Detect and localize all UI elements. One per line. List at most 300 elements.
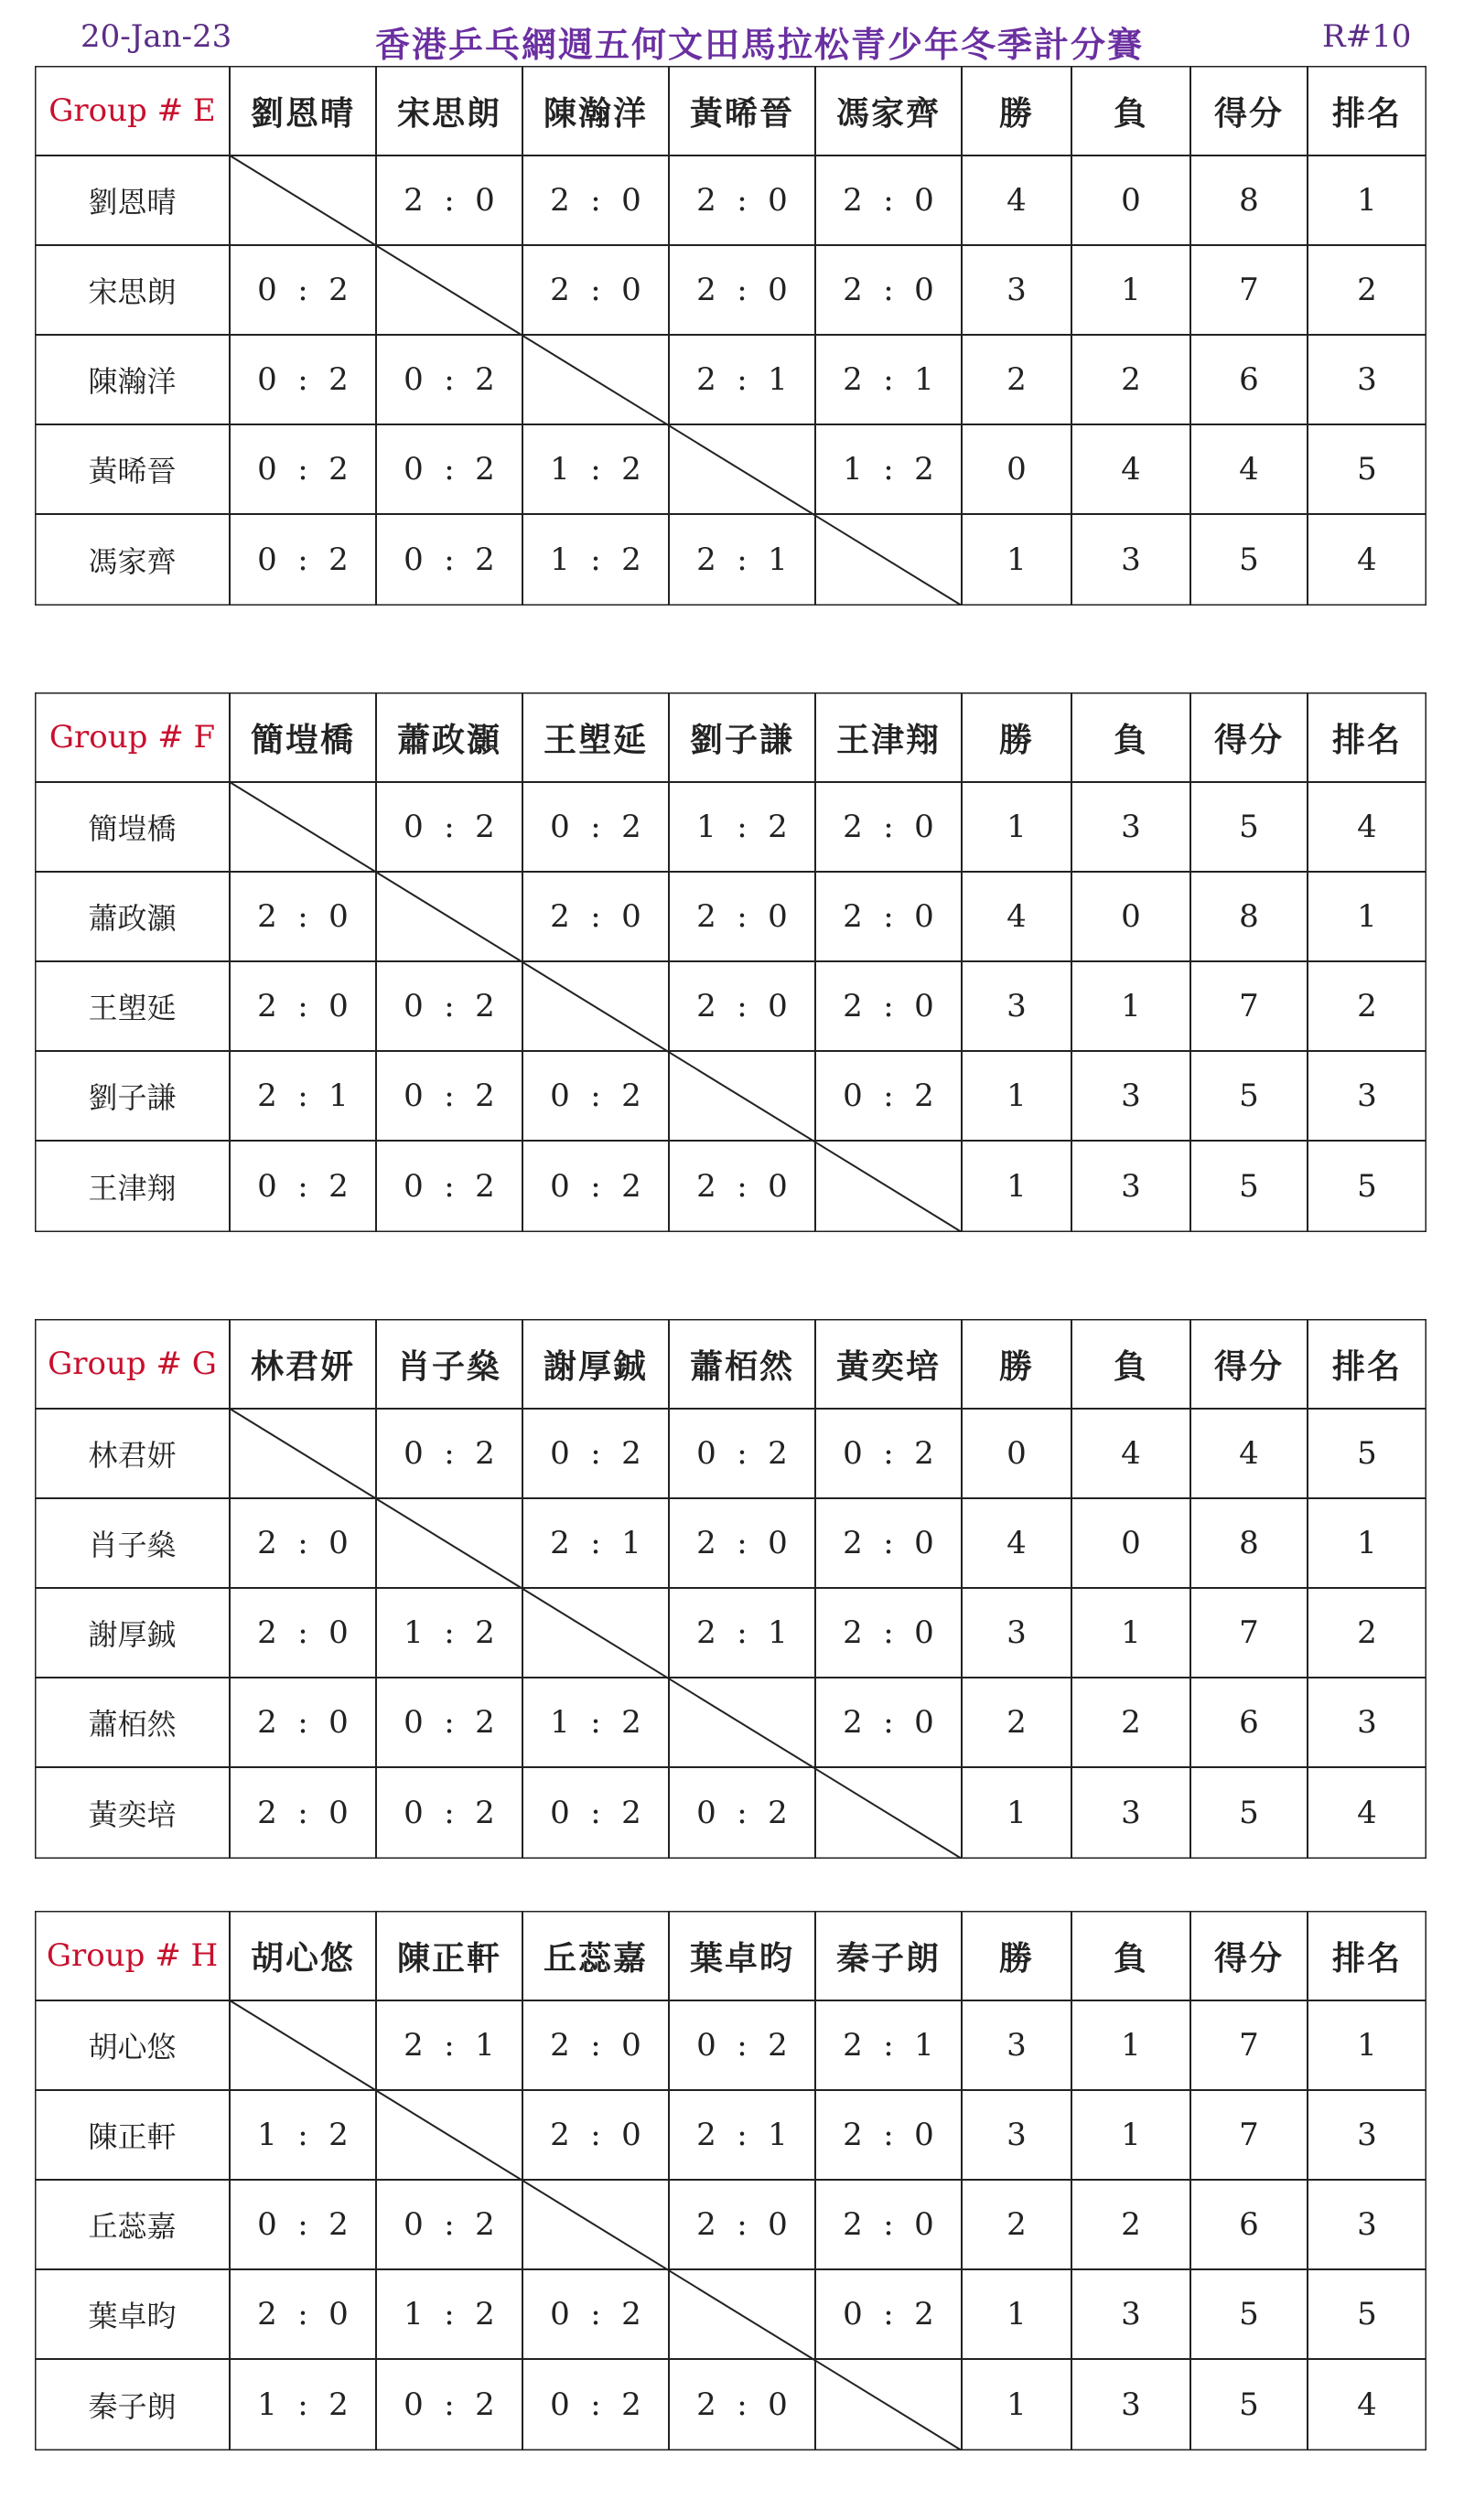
score-opponent: 2 bbox=[475, 1078, 495, 1114]
stat-value: 8 bbox=[1239, 1525, 1259, 1561]
score-opponent: 2 bbox=[328, 2206, 349, 2243]
column-player-name: 葉卓昀 bbox=[689, 1938, 794, 1978]
score-own: 2 bbox=[257, 2296, 277, 2332]
score-opponent: 0 bbox=[914, 988, 934, 1024]
match-score bbox=[522, 1678, 669, 1767]
score-own: 0 bbox=[550, 2386, 570, 2423]
match-score bbox=[815, 2269, 962, 2359]
score-separator: : bbox=[590, 542, 601, 578]
score-separator: : bbox=[444, 361, 455, 398]
score-opponent: 2 bbox=[621, 1795, 641, 1831]
score-separator: : bbox=[297, 1795, 308, 1831]
match-score bbox=[522, 2000, 669, 2090]
score-own: 0 bbox=[404, 1168, 424, 1205]
stat-value: 7 bbox=[1239, 2027, 1259, 2064]
score-separator: : bbox=[444, 182, 455, 219]
score-separator: : bbox=[737, 809, 748, 845]
row-player-name: 陳瀚洋 bbox=[88, 364, 177, 399]
score-own: 1 bbox=[404, 2296, 424, 2332]
stat-header: 排名 bbox=[1331, 1938, 1402, 1978]
score-own: 1 bbox=[550, 1704, 570, 1741]
score-opponent: 0 bbox=[328, 1525, 349, 1561]
score-separator: : bbox=[737, 182, 748, 219]
match-score bbox=[230, 245, 376, 335]
match-score bbox=[522, 872, 669, 961]
stat-header: 排名 bbox=[1331, 1346, 1402, 1386]
stat-header: 勝 bbox=[998, 93, 1034, 133]
score-opponent: 2 bbox=[914, 1435, 934, 1472]
match-score bbox=[376, 1141, 522, 1232]
stat-value: 4 bbox=[1357, 542, 1377, 578]
match-score bbox=[522, 245, 669, 335]
score-separator: : bbox=[590, 2117, 601, 2153]
match-score bbox=[230, 335, 376, 424]
score-separator: : bbox=[883, 2117, 894, 2153]
match-score bbox=[669, 1409, 815, 1498]
score-separator: : bbox=[590, 1525, 601, 1561]
score-separator: : bbox=[444, 542, 455, 578]
stat-value: 3 bbox=[1006, 272, 1027, 308]
row-player-name: 陳正軒 bbox=[88, 2119, 177, 2154]
score-opponent: 0 bbox=[914, 272, 934, 308]
score-own: 0 bbox=[257, 451, 277, 488]
score-opponent: 2 bbox=[768, 2027, 788, 2064]
column-player-name: 劉子謙 bbox=[689, 720, 794, 759]
score-opponent: 0 bbox=[914, 2117, 934, 2153]
group-label: Group # G bbox=[48, 1346, 217, 1382]
row-player-name: 葉卓昀 bbox=[88, 2299, 177, 2333]
score-separator: : bbox=[737, 1614, 748, 1651]
row-player-name: 肖子燊 bbox=[88, 1528, 177, 1562]
score-own: 1 bbox=[696, 809, 716, 845]
match-score bbox=[376, 424, 522, 514]
match-score bbox=[669, 245, 815, 335]
score-opponent: 2 bbox=[328, 2386, 349, 2423]
stat-value: 5 bbox=[1239, 2296, 1259, 2332]
group-label: Group # E bbox=[48, 92, 216, 129]
score-separator: : bbox=[297, 1614, 308, 1651]
row-player-name: 王塱延 bbox=[88, 991, 177, 1025]
match-score bbox=[230, 1678, 376, 1767]
stat-header: 得分 bbox=[1213, 1346, 1284, 1386]
score-own: 2 bbox=[696, 2386, 716, 2423]
column-player-name: 陳瀚洋 bbox=[543, 93, 648, 133]
match-score bbox=[815, 335, 962, 424]
score-opponent: 2 bbox=[475, 2386, 495, 2423]
score-opponent: 0 bbox=[768, 988, 788, 1024]
score-separator: : bbox=[297, 988, 308, 1024]
score-own: 2 bbox=[843, 272, 863, 308]
stat-value: 4 bbox=[1006, 898, 1027, 935]
stat-value: 2 bbox=[1357, 988, 1377, 1024]
stat-value: 1 bbox=[1357, 182, 1377, 219]
score-opponent: 1 bbox=[768, 2117, 788, 2153]
stat-value: 3 bbox=[1357, 361, 1377, 398]
score-separator: : bbox=[444, 1614, 455, 1651]
stat-value: 5 bbox=[1357, 1435, 1377, 1472]
match-score bbox=[815, 782, 962, 872]
score-separator: : bbox=[737, 1168, 748, 1205]
score-separator: : bbox=[737, 898, 748, 935]
score-own: 2 bbox=[696, 2206, 716, 2243]
match-score bbox=[230, 424, 376, 514]
score-separator: : bbox=[444, 2206, 455, 2243]
score-opponent: 1 bbox=[328, 1078, 349, 1114]
stat-value: 8 bbox=[1239, 182, 1259, 219]
score-own: 2 bbox=[257, 988, 277, 1024]
score-opponent: 0 bbox=[768, 272, 788, 308]
score-opponent: 2 bbox=[621, 2386, 641, 2423]
match-score bbox=[522, 1051, 669, 1141]
row-player-name: 胡心悠 bbox=[88, 2030, 177, 2064]
score-own: 0 bbox=[550, 1795, 570, 1831]
score-separator: : bbox=[883, 809, 894, 845]
stat-value: 2 bbox=[1121, 2206, 1141, 2243]
score-opponent: 0 bbox=[475, 182, 495, 219]
score-separator: : bbox=[590, 2386, 601, 2423]
score-own: 0 bbox=[257, 361, 277, 398]
score-opponent: 0 bbox=[328, 2296, 349, 2332]
score-own: 0 bbox=[257, 542, 277, 578]
stat-value: 8 bbox=[1239, 898, 1259, 935]
score-own: 2 bbox=[257, 1525, 277, 1561]
row-player-name: 劉恩晴 bbox=[88, 185, 177, 220]
match-score bbox=[522, 1498, 669, 1588]
score-opponent: 0 bbox=[768, 898, 788, 935]
score-opponent: 0 bbox=[328, 1614, 349, 1651]
score-opponent: 2 bbox=[328, 272, 349, 308]
row-player-name: 林君妍 bbox=[88, 1438, 177, 1473]
score-own: 0 bbox=[696, 1795, 716, 1831]
stat-value: 6 bbox=[1239, 361, 1259, 398]
score-separator: : bbox=[590, 1078, 601, 1114]
group-h-table bbox=[35, 1911, 1426, 2450]
stat-header: 得分 bbox=[1213, 1938, 1284, 1978]
score-opponent: 2 bbox=[621, 1435, 641, 1472]
row-player-name: 黃奕培 bbox=[88, 1797, 177, 1832]
stat-value: 1 bbox=[1121, 988, 1141, 1024]
column-player-name: 林君妍 bbox=[250, 1346, 355, 1386]
match-score bbox=[522, 514, 669, 606]
column-player-name: 簡塏橋 bbox=[250, 720, 355, 759]
score-separator: : bbox=[883, 2027, 894, 2064]
stat-value: 1 bbox=[1006, 2386, 1027, 2423]
match-score bbox=[376, 2359, 522, 2450]
column-player-name: 王塱延 bbox=[543, 720, 648, 759]
score-separator: : bbox=[883, 1525, 894, 1561]
group-e-table bbox=[35, 66, 1426, 606]
score-own: 2 bbox=[843, 988, 863, 1024]
score-separator: : bbox=[590, 1704, 601, 1741]
score-separator: : bbox=[590, 809, 601, 845]
match-score bbox=[815, 1498, 962, 1588]
score-own: 0 bbox=[404, 988, 424, 1024]
match-score bbox=[815, 1409, 962, 1498]
score-own: 2 bbox=[843, 1525, 863, 1561]
score-own: 1 bbox=[550, 542, 570, 578]
score-opponent: 1 bbox=[768, 1614, 788, 1651]
stat-value: 5 bbox=[1239, 809, 1259, 845]
stat-value: 3 bbox=[1006, 1614, 1027, 1651]
score-separator: : bbox=[883, 272, 894, 308]
score-opponent: 0 bbox=[914, 182, 934, 219]
match-score bbox=[376, 1051, 522, 1141]
stat-value: 1 bbox=[1006, 1795, 1027, 1831]
stat-value: 5 bbox=[1357, 2296, 1377, 2332]
column-player-name: 蕭政灝 bbox=[396, 720, 501, 759]
score-opponent: 0 bbox=[621, 182, 641, 219]
stat-header: 得分 bbox=[1213, 93, 1284, 133]
score-separator: : bbox=[737, 988, 748, 1024]
stat-header: 負 bbox=[1113, 1346, 1148, 1386]
score-separator: : bbox=[590, 1435, 601, 1472]
score-separator: : bbox=[737, 542, 748, 578]
match-score bbox=[376, 2000, 522, 2090]
score-opponent: 0 bbox=[328, 1795, 349, 1831]
column-player-name: 謝厚鋮 bbox=[543, 1346, 648, 1386]
score-own: 0 bbox=[550, 809, 570, 845]
score-opponent: 1 bbox=[475, 2027, 495, 2064]
score-opponent: 0 bbox=[328, 988, 349, 1024]
score-separator: : bbox=[444, 1168, 455, 1205]
column-player-name: 宋思朗 bbox=[396, 93, 501, 133]
stat-value: 4 bbox=[1121, 451, 1141, 488]
match-score bbox=[522, 782, 669, 872]
match-score bbox=[669, 782, 815, 872]
stat-value: 3 bbox=[1006, 2117, 1027, 2153]
score-separator: : bbox=[297, 2296, 308, 2332]
stat-value: 2 bbox=[1006, 2206, 1027, 2243]
column-player-name: 陳正軒 bbox=[396, 1938, 501, 1978]
match-score bbox=[815, 155, 962, 245]
score-own: 2 bbox=[696, 898, 716, 935]
match-score bbox=[669, 2359, 815, 2450]
match-score bbox=[230, 961, 376, 1051]
score-own: 0 bbox=[404, 1795, 424, 1831]
stat-value: 4 bbox=[1357, 2386, 1377, 2423]
match-score bbox=[815, 2180, 962, 2269]
score-opponent: 2 bbox=[475, 988, 495, 1024]
score-opponent: 2 bbox=[475, 1435, 495, 1472]
score-separator: : bbox=[444, 1435, 455, 1472]
score-separator: : bbox=[590, 2027, 601, 2064]
score-opponent: 2 bbox=[328, 361, 349, 398]
stat-header: 勝 bbox=[998, 1938, 1034, 1978]
score-opponent: 0 bbox=[768, 182, 788, 219]
event-date: 20-Jan-23 bbox=[81, 18, 232, 55]
score-own: 0 bbox=[257, 1168, 277, 1205]
stat-value: 5 bbox=[1239, 1078, 1259, 1114]
score-opponent: 0 bbox=[621, 272, 641, 308]
score-separator: : bbox=[297, 1704, 308, 1741]
score-own: 2 bbox=[257, 1614, 277, 1651]
row-player-name: 蕭政灝 bbox=[88, 901, 177, 936]
score-own: 0 bbox=[550, 1168, 570, 1205]
score-opponent: 0 bbox=[914, 809, 934, 845]
stat-header: 負 bbox=[1113, 93, 1148, 133]
score-opponent: 2 bbox=[328, 542, 349, 578]
score-own: 0 bbox=[696, 1435, 716, 1472]
match-score bbox=[376, 335, 522, 424]
score-own: 0 bbox=[550, 2296, 570, 2332]
match-score bbox=[522, 155, 669, 245]
score-own: 1 bbox=[257, 2386, 277, 2423]
stat-value: 6 bbox=[1239, 1704, 1259, 1741]
score-own: 2 bbox=[550, 182, 570, 219]
match-score bbox=[376, 2180, 522, 2269]
score-opponent: 0 bbox=[621, 898, 641, 935]
score-opponent: 2 bbox=[328, 2117, 349, 2153]
column-player-name: 肖子燊 bbox=[396, 1346, 501, 1386]
stat-value: 3 bbox=[1121, 1795, 1141, 1831]
match-score bbox=[669, 961, 815, 1051]
column-player-name: 蕭栢然 bbox=[689, 1346, 794, 1386]
score-opponent: 0 bbox=[914, 2206, 934, 2243]
stat-value: 4 bbox=[1239, 451, 1259, 488]
row-player-name: 謝厚鋮 bbox=[88, 1617, 177, 1652]
row-player-name: 王津翔 bbox=[88, 1171, 177, 1206]
score-opponent: 0 bbox=[621, 2027, 641, 2064]
match-score bbox=[230, 2180, 376, 2269]
score-opponent: 0 bbox=[768, 1168, 788, 1205]
score-separator: : bbox=[737, 2386, 748, 2423]
score-own: 0 bbox=[404, 809, 424, 845]
score-opponent: 2 bbox=[768, 1795, 788, 1831]
score-separator: : bbox=[590, 1795, 601, 1831]
row-player-name: 秦子朗 bbox=[88, 2389, 177, 2424]
score-separator: : bbox=[297, 1078, 308, 1114]
score-own: 2 bbox=[550, 2117, 570, 2153]
score-own: 2 bbox=[257, 1078, 277, 1114]
column-player-name: 胡心悠 bbox=[250, 1938, 355, 1978]
score-separator: : bbox=[883, 2296, 894, 2332]
match-score bbox=[669, 1141, 815, 1232]
page-header bbox=[0, 0, 1464, 73]
match-score bbox=[376, 961, 522, 1051]
score-separator: : bbox=[883, 1078, 894, 1114]
score-opponent: 1 bbox=[768, 542, 788, 578]
score-opponent: 0 bbox=[914, 898, 934, 935]
score-opponent: 0 bbox=[768, 1525, 788, 1561]
score-own: 2 bbox=[843, 2027, 863, 2064]
score-opponent: 2 bbox=[768, 809, 788, 845]
match-score bbox=[669, 872, 815, 961]
round-number: R#10 bbox=[1322, 18, 1412, 55]
score-own: 2 bbox=[843, 2206, 863, 2243]
stat-value: 4 bbox=[1357, 809, 1377, 845]
stat-value: 3 bbox=[1121, 1168, 1141, 1205]
score-separator: : bbox=[444, 1078, 455, 1114]
score-opponent: 2 bbox=[621, 542, 641, 578]
stat-value: 4 bbox=[1121, 1435, 1141, 1472]
match-score bbox=[230, 2359, 376, 2450]
stat-value: 2 bbox=[1121, 361, 1141, 398]
stat-value: 0 bbox=[1121, 1525, 1141, 1561]
score-separator: : bbox=[737, 2206, 748, 2243]
match-score bbox=[815, 1051, 962, 1141]
score-own: 2 bbox=[257, 898, 277, 935]
score-own: 0 bbox=[404, 1078, 424, 1114]
column-player-name: 丘蕊嘉 bbox=[543, 1938, 648, 1978]
stat-value: 7 bbox=[1239, 988, 1259, 1024]
score-own: 0 bbox=[696, 2027, 716, 2064]
stat-value: 1 bbox=[1121, 1614, 1141, 1651]
score-separator: : bbox=[444, 2296, 455, 2332]
stat-value: 4 bbox=[1357, 1795, 1377, 1831]
column-player-name: 黃晞晉 bbox=[689, 93, 794, 133]
score-separator: : bbox=[444, 1704, 455, 1741]
score-own: 0 bbox=[404, 361, 424, 398]
match-score bbox=[815, 872, 962, 961]
score-own: 2 bbox=[696, 1525, 716, 1561]
stat-value: 5 bbox=[1239, 542, 1259, 578]
score-opponent: 1 bbox=[621, 1525, 641, 1561]
group-label: Group # F bbox=[48, 719, 216, 756]
match-score bbox=[230, 1051, 376, 1141]
score-opponent: 2 bbox=[621, 1168, 641, 1205]
match-score bbox=[522, 2359, 669, 2450]
score-own: 1 bbox=[550, 451, 570, 488]
score-opponent: 1 bbox=[914, 361, 934, 398]
match-score bbox=[230, 872, 376, 961]
score-own: 0 bbox=[843, 1078, 863, 1114]
stat-value: 3 bbox=[1357, 2117, 1377, 2153]
score-opponent: 2 bbox=[475, 1795, 495, 1831]
score-separator: : bbox=[444, 2027, 455, 2064]
stat-value: 3 bbox=[1006, 2027, 1027, 2064]
stat-value: 3 bbox=[1121, 1078, 1141, 1114]
score-own: 2 bbox=[843, 1704, 863, 1741]
score-separator: : bbox=[444, 451, 455, 488]
score-own: 2 bbox=[550, 272, 570, 308]
score-separator: : bbox=[883, 361, 894, 398]
score-own: 2 bbox=[696, 182, 716, 219]
match-score bbox=[815, 1588, 962, 1678]
match-score bbox=[230, 514, 376, 606]
score-own: 2 bbox=[550, 2027, 570, 2064]
score-own: 2 bbox=[696, 272, 716, 308]
score-own: 2 bbox=[257, 1795, 277, 1831]
match-score bbox=[669, 2000, 815, 2090]
stat-value: 5 bbox=[1239, 2386, 1259, 2423]
score-opponent: 2 bbox=[621, 1078, 641, 1114]
score-own: 2 bbox=[843, 2117, 863, 2153]
column-player-name: 黃奕培 bbox=[835, 1346, 941, 1386]
score-separator: : bbox=[737, 272, 748, 308]
stat-value: 3 bbox=[1121, 809, 1141, 845]
group-f-table bbox=[35, 692, 1426, 1232]
score-separator: : bbox=[297, 2206, 308, 2243]
match-score bbox=[522, 424, 669, 514]
group-label: Group # H bbox=[46, 1937, 219, 1974]
stat-header: 勝 bbox=[998, 720, 1034, 759]
score-own: 0 bbox=[843, 1435, 863, 1472]
score-opponent: 0 bbox=[914, 1525, 934, 1561]
match-score bbox=[230, 1141, 376, 1232]
stat-value: 3 bbox=[1357, 1704, 1377, 1741]
score-opponent: 2 bbox=[621, 2296, 641, 2332]
score-own: 2 bbox=[696, 988, 716, 1024]
stat-value: 3 bbox=[1121, 2296, 1141, 2332]
stat-value: 3 bbox=[1357, 2206, 1377, 2243]
score-separator: : bbox=[737, 2117, 748, 2153]
stat-value: 1 bbox=[1121, 2117, 1141, 2153]
score-own: 2 bbox=[404, 2027, 424, 2064]
score-own: 2 bbox=[696, 542, 716, 578]
score-opponent: 1 bbox=[914, 2027, 934, 2064]
stat-value: 0 bbox=[1121, 898, 1141, 935]
score-own: 2 bbox=[843, 361, 863, 398]
